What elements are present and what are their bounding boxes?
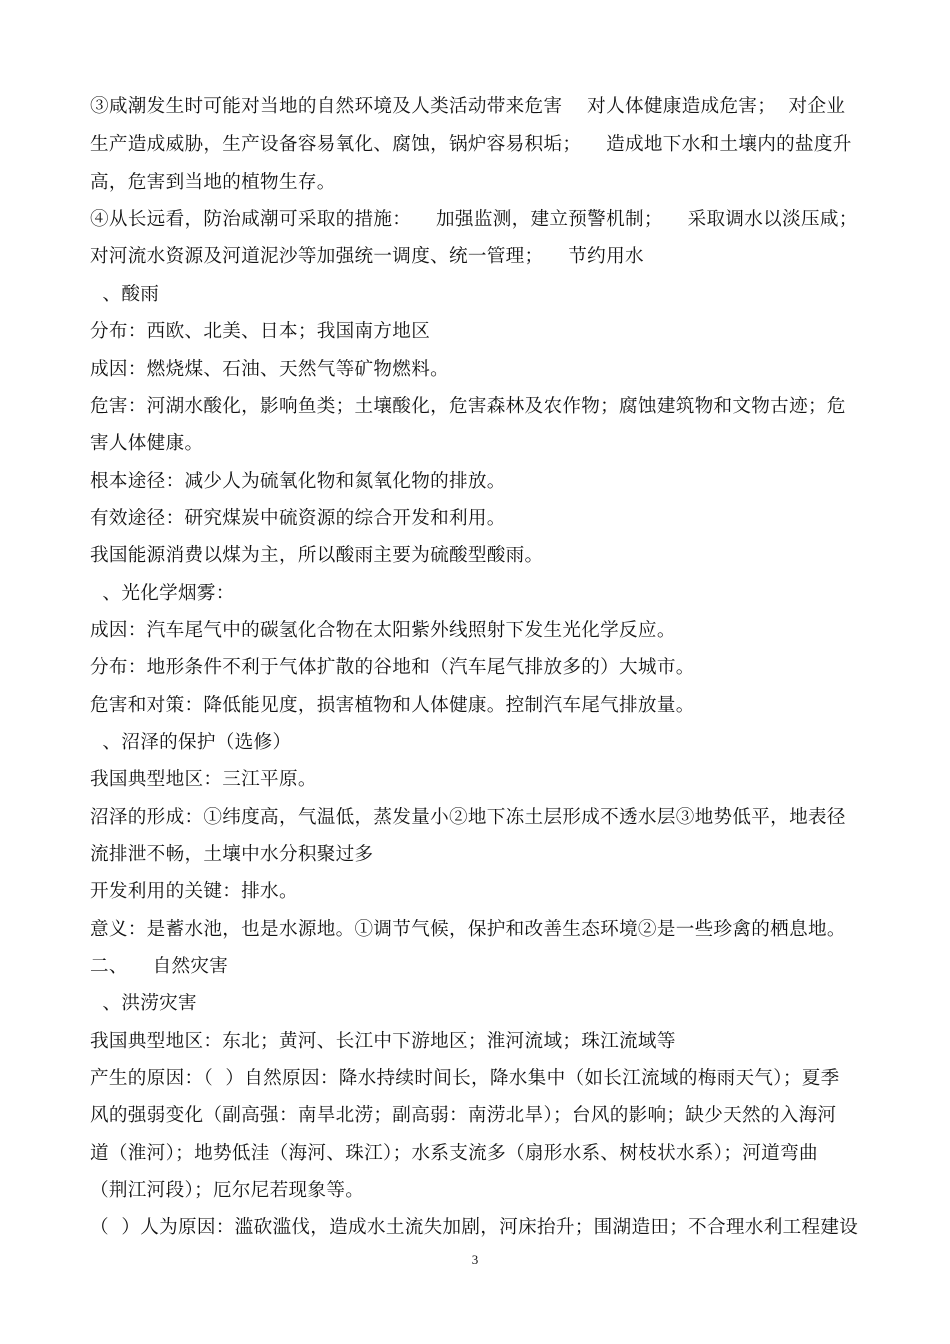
section-heading: 、洪涝灾害 (90, 993, 197, 1014)
text-line: 我国典型地区：三江平原。 (90, 769, 317, 790)
text-line: 危害和对策：降低能见度，损害植物和人体健康。控制汽车尾气排放量。 (90, 695, 695, 716)
section-heading: 、酸雨 (90, 284, 160, 305)
text-line: 产生的原因：（ ）自然原因：降水持续时间长，降水集中（如长江流域的梅雨天气）；夏季 (90, 1068, 840, 1089)
page-number: 3 (471, 1252, 479, 1267)
text-line: 成因：燃烧煤、石油、天然气等矿物燃料。 (90, 359, 449, 380)
text-line: 风的强弱变化（副高强：南旱北涝；副高弱：南涝北旱）；台风的影响；缺少天然的入海河 (90, 1105, 837, 1126)
text-line: （ ）人为原因：滥砍滥伐，造成水土流失加剧，河床抬升；围湖造田；不合理水利工程建设 (90, 1217, 859, 1238)
text-line: 沼泽的形成：①纬度高，气温低，蒸发量小②地下冻土层形成不透水层③地势低平，地表径 (90, 807, 846, 828)
text-line: 开发利用的关键：排水。 (90, 881, 298, 902)
section-heading: 、沼泽的保护（选修） (90, 732, 292, 753)
text-line: 高，危害到当地的植物生存。 (90, 172, 336, 193)
text-line: 道（淮河）；地势低洼（海河、珠江）；水系支流多（扇形水系、树枝状水系）；河道弯曲 (90, 1143, 818, 1164)
text-line: 流排泄不畅，土壤中水分积聚过多 (90, 844, 374, 865)
text-line: 害人体健康。 (90, 433, 204, 454)
text-line: 生产造成威胁，生产设备容易氧化、腐蚀，锅炉容易积垢； 造成地下水和土壤内的盐度升 (90, 134, 852, 155)
text-line: 根本途径：减少人为硫氧化物和氮氧化物的排放。 (90, 471, 506, 492)
text-line: 危害：河湖水酸化，影响鱼类；土壤酸化，危害森林及农作物；腐蚀建筑物和文物古迹；危 (90, 396, 846, 417)
text-line: 分布：地形条件不利于气体扩散的谷地和（汽车尾气排放多的）大城市。 (90, 657, 695, 678)
text-line: 成因：汽车尾气中的碳氢化合物在太阳紫外线照射下发生光化学反应。 (90, 620, 676, 641)
text-line: 意义：是蓄水池，也是水源地。①调节气候，保护和改善生态环境②是一些珍禽的栖息地。 (90, 919, 846, 940)
chapter-heading: 二、 自然灾害 (90, 956, 229, 977)
text-line: （荆江河段）；厄尔尼若现象等。 (90, 1180, 365, 1201)
text-line: 有效途径：研究煤炭中硫资源的综合开发和利用。 (90, 508, 506, 529)
text-line: ③咸潮发生时可能对当地的自然环境及人类活动带来危害 对人体健康造成危害； 对企业 (90, 96, 846, 117)
text-line: 我国典型地区：东北；黄河、长江中下游地区；淮河流域；珠江流域等 (90, 1031, 676, 1052)
text-line: 分布：西欧、北美、日本；我国南方地区 (90, 321, 431, 342)
text-line: 对河流水资源及河道泥沙等加强统一调度、统一管理； 节约用水 (90, 246, 644, 267)
text-line: ④从长远看，防治咸潮可采取的措施： 加强监测，建立预警机制； 采取调水以淡压咸； (90, 209, 858, 230)
section-heading: 、光化学烟雾： (90, 583, 235, 604)
text-line: 我国能源消费以煤为主，所以酸雨主要为硫酸型酸雨。 (90, 545, 544, 566)
